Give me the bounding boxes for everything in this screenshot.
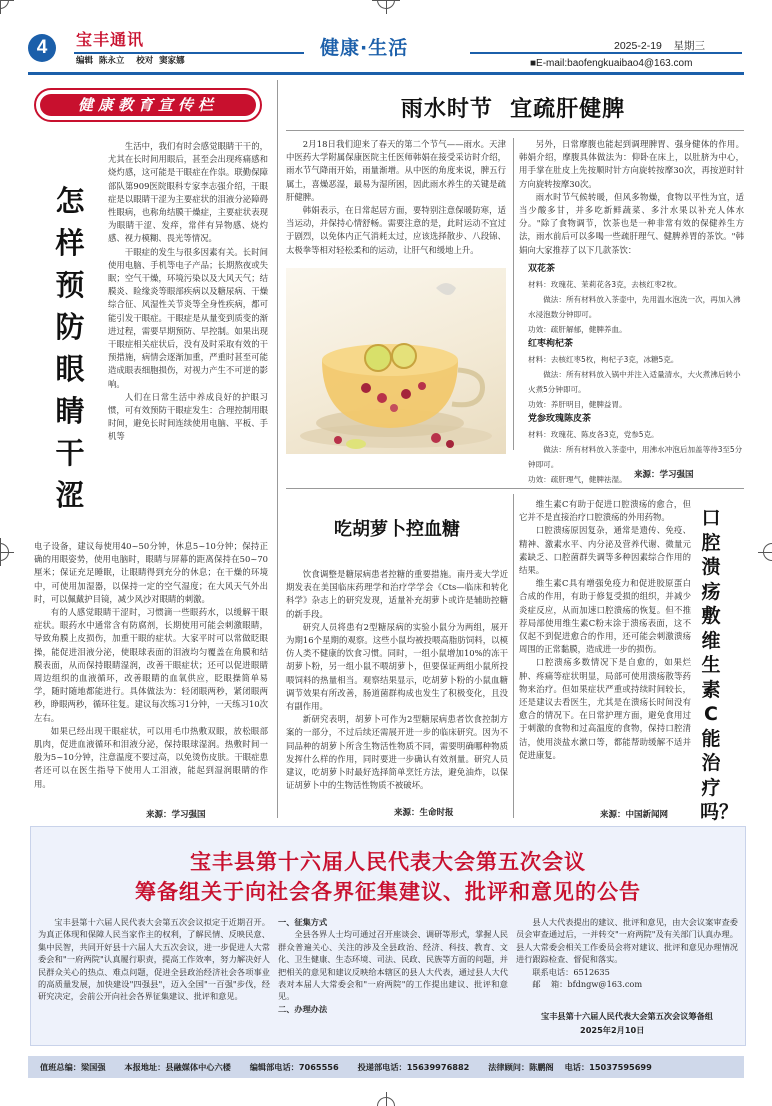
recipe-line: 功效：疏肝解郁，健脾养血。 [528,325,627,334]
notice-heading: 一、征集方式 [278,917,328,927]
oral-headline: 口腔溃疡敷维生素C能治疗吗？ [700,507,739,823]
paragraph: 县人大代表提出的建议、批评和意见，由大会议案审查委员会审查通过后，一并转交"一府两院"及有关部门认真办理。县人大常委会相关工作委员会将对建议、批评和意见办理情况进行跟踪检查、督促和落实。 [516,917,738,965]
recipe-line: 材料：去核红枣5枚，枸杞子3克，冰糖5克。 [528,355,679,364]
crop-mark-top [377,0,395,9]
column-divider [513,494,514,818]
contact-phone: 联系电话：6512635 [532,966,610,977]
footer-info [40,1059,740,1075]
crop-mark-mid-left [0,543,9,561]
column-divider [513,138,514,450]
paper-name: 宝丰通讯 [76,30,145,49]
footer-legal-phone: 电话：15037595699 [564,1062,652,1072]
paragraph: 口腔溃疡原因复杂，通常是遗传、免疫、精神、激素水平、内分泌及营养代谢、微量元素缺乏、口腔菌群失调等多种因素综合作用的结果。 [519,525,691,576]
banner-text: 健康教育宣传栏 [77,96,218,114]
recipe-line: 做法：所有材料放入茶壶中，用沸水冲泡后加盖等待3至5分钟即可。 [528,445,743,469]
crop-mark-top-left [0,0,9,9]
carrot-body [286,568,508,792]
header-rule-right [470,52,742,54]
spring-headline: 雨水时节 宜疏肝健脾 [400,97,626,122]
section-title: 健康·生活 [320,37,409,59]
spring-source: 来源：学习强国 [634,469,694,479]
paragraph: 如果已经出现干眼症状，可以用毛巾热敷双眼，放松眼部肌肉，促进血液循环和泪液分泌，保持眼球湿润。热敷时间一般为5~10分钟，注意温度不要过高，以免烫伤皮肤。干眼症患者还可以在医生指导下使用人工泪液，能起到湿润眼睛的作用。 [34,725,268,789]
notice-title-line2: 筹备组关于向社会各界征集建议、批评和意见的公告 [135,880,641,904]
paragraph: 2月18日我们迎来了春天的第二个节气——雨水。天津中医药大学附属保康医院主任医师韩娟在接受采访时介绍，雨水节气降雨开始，雨量渐增。从中医的角度来说，脾五行属土，喜燥恶湿，最易为湿所困，因此雨水养生的关键是疏肝健脾。 [286,139,506,202]
recipe-line: 做法：所有材料放入锅中并注入适量清水，大火煮沸后转小火煮5分钟即可。 [528,370,741,394]
footer-delivery-phone: 投递部电话：15639976882 [357,1062,470,1072]
paragraph: 饮食调整是糖尿病患者控糖的重要措施。南丹麦大学近期发表在美国临床药理学和治疗学学会《Cts—临床和转化科学》杂志上的研究发现，适量补充胡萝卜或许是辅助控糖的新手段。 [286,569,508,619]
paragraph: 研究人员将患有2型糖尿病的实验小鼠分为两组，展开为期16个星期的观察。这些小鼠均被投喂高脂肪饲料，以模仿人类不健康的饮食习惯。同时，一组小鼠增加10%的冻干胡萝卜粉，另一组小鼠不喂胡萝卜，但要保证两组小鼠所投喂饲料的热量相当。观察结果显示，吃胡萝卜粉的小鼠血糖调节效果有所改善，肠道菌群构成也发生了积极变化，且没有副作用。 [286,621,508,712]
recipe-line: 做法：所有材料放入茶壶中，先用温水泡洗一次，再加入沸水浸泡数分钟即可。 [528,295,741,319]
eye-body-wide [34,540,268,791]
paragraph: 人们在日常生活中养成良好的护眼习惯，可有效预防干眼症发生：合理控制用眼时间，避免长时间连续使用电脑、平板、手机等 [108,391,268,442]
notice-col2 [278,916,508,1015]
paragraph: 另外，日常摩腹也能起到调理脾胃、强身健体的作用。韩娟介绍，摩腹具体做法为：仰卧在床上，以肚脐为中心，用手掌在肚皮上先按顺时针方向旋转按摩30次，再按逆时针方向旋转按摩30次。 [519,139,744,189]
tea-cup-photo [286,268,506,454]
header-rule-left [74,52,304,54]
recipe-title: 党参玫瑰陈皮茶 [528,414,592,424]
notice-signature: 宝丰县第十六届人民代表大会第五次会议筹备组 [541,1011,713,1021]
recipe-title: 双花茶 [528,264,556,274]
footer-duty-editor: 值班总编：梁国强 [40,1062,106,1072]
spring-body-right [519,138,744,257]
crop-mark-mid-right [763,543,772,561]
carrot-source: 来源：生命时报 [394,807,454,817]
editor-credits: 编辑 陈永立 校对 窦家娜 [76,56,185,66]
recipe-line: 功效：养肝明目，健脾益胃。 [528,400,627,409]
carrot-headline: 吃胡萝卜控血糖 [334,519,460,540]
paragraph: 全县各界人士均可通过召开座谈会、调研等形式，掌握人民群众普遍关心、关注的涉及全县政治、经济、科技、教育、文化、卫生健康、生态环境、司法、民政、民族等方面的问题，并把相关的意见和建议反映给本辖区的县人大代表，通过县人大代表对本届人大常委会和"一府两院"的工作提出建议、批评和意见。 [278,929,508,1002]
notice-col3 [516,916,738,990]
contact-email: 邮 箱：bfdngw@163.com [532,979,643,990]
paragraph: 维生素C具有增强免疫力和促进胶原蛋白合成的作用，有助于修复受损的组织，并减少炎症反应，从而加速口腔溃疡的恢复。但不推荐局部使用维生素C粉末涂于溃疡表面，这不仅起不到促进愈合的作用，还可能会刺激溃疡周围的正常黏膜，造成进一步的损伤。 [519,578,691,655]
tea-recipes [528,262,744,487]
page-number: 4 [36,37,48,58]
oral-source: 来源：中国新闻网 [600,809,669,819]
paragraph: 韩娟表示，在日常起居方面，要特别注意保暖防寒，适当运动，并保持心情舒畅。需要注意的是，此时运动不宜过于剧烈，以免体内正气消耗太过，应该选择散步、八段锦、太极拳等相对轻松柔和的运动，让肝气和缓地上升。 [286,205,506,255]
paragraph: 电子设备，建议每使用40~50分钟，休息5~10分钟；保持正确的用眼姿势，使用电脑时，眼睛与屏幕的距离保持在50~70厘米；保证充足睡眠，让眼睛得到充分的休息；在干燥的环境中，可使用加湿器，以保持一定的空气湿度；在大风天气外出时，可以佩戴护目镜，减少风沙对眼睛的刺激。 [34,541,268,604]
footer-legal: 法律顾问：陈鹏阁 [488,1062,554,1072]
paragraph: 维生素C有助于促进口腔溃疡的愈合，但它并不是直接治疗口腔溃疡的外用药物。 [519,499,691,523]
notice-heading: 二、办理办法 [278,1003,328,1014]
header-bottom-rule [28,72,744,75]
notice-col1 [38,916,270,1003]
oral-body [519,498,691,762]
section-rule [286,488,744,489]
spring-body-left [286,138,506,257]
eye-headline: 怎样预防眼睛干涩 [55,184,85,512]
eye-source: 来源：学习强国 [146,809,206,819]
recipe-line: 功效：疏肝理气，健脾祛湿。 [528,475,627,484]
paragraph: 有的人感觉眼睛干涩时，习惯滴一些眼药水，以缓解干眼症状。眼药水中通常含有防腐剂，长期使用可能会刺激眼睛，导致角膜上皮损伤，加重干眼的症状。大家平时可以常做眨眼操，能促进泪液分泌，使眼球表面的泪液均匀覆盖在角膜和结膜表面，从而保持眼睛湿润，改善干眼症状；还可以促进眼睛周边组织的血液循环，改善眼睛的血氧供应，眨眼操简单易学，随时随地都能进行。具体做法为：轻闭眼两秒，紧闭眼两秒，睁眼两秒，循环往复。建议每次练习1分钟，一天练习10次左右。 [34,607,268,723]
paragraph: 口腔溃疡多数情况下是自愈的，如果烂肿、疼痛等症状明显，局部可使用溃疡散等药物来治疗。但如果症状严重或持续时间较长，还是建议去看医生，尤其是在溃疡长时间没有愈合的情况下。在日常护理方面，避免食用过于刺激的食物和过高温度的食物，保持口腔清洁，使用淡盐水漱口等，都能帮助缓解不适并促进康复。 [519,657,691,760]
crop-mark-bottom [377,1097,395,1106]
recipe-line: 材料：玫瑰花、陈皮各3克，党参5克。 [528,430,659,439]
footer-edit-phone: 编辑部电话：7065556 [249,1062,339,1072]
paragraph: 干眼症的发生与很多因素有关。长时间使用电脑、手机等电子产品；长期熬夜或失眠；空气干燥，环境污染以及大风天气；结膜炎、睑缘炎等眼部疾病以及糖尿病、干燥综合征、风湿性关节炎等全身性疾病，都可能引发干眼症。干眼症是从量变到质变的渐进过程，需要早期预防、早控制。如果出现干眼症相关症状后，没有及时采取有效的干预措施，病情会逐渐加重，严重时甚至可能造成眼表细胞损伤，对视力产生不可逆的影响。 [108,246,268,389]
paragraph: 生活中，我们有时会感觉眼睛干干的，尤其在长时间用眼后，甚至会出现疼痛感和烧灼感，这可能是干眼症在作祟。联勤保障部队第909医院眼科专家李志强介绍，干眼症是以眼睛干涩为主要症状的泪液分泌障碍性眼病，也称角结膜干燥症，主要症状表现为眼睛干涩、发痒，常伴有异物感、烧灼感、视力模糊、畏光等情况。 [108,141,268,244]
paragraph: 宝丰县第十六届人民代表大会第五次会议拟定于近期召开。为真正体现和保障人民当家作主的权利，了解民情、反映民意、集中民智，共同开好县十六届人大五次会议，进一步促进人大常委会和"一府两院"认真履行职责，提高工作效率，努力解决好人民群众关心的热点、难点问题，促进全县政治经济社会各项事业的高质量发展，加快建设"四强县"，迈入全国"一百强"步伐，经研究决定，会前公开向社会各界征集建议、批评和意见。 [38,917,270,1002]
paragraph: 雨水时节气候转暖，但风多物燥，食物以平性为宜，适当少酸多甘，并多吃新鲜蔬菜、多汁水果以补充人体水分。"除了食物调节，饮茶也是一种非常有效的保健养生方法，雨水前后可以多喝一些疏肝理气、健脾养胃的茶饮。"韩娟向大家推荐了以下几款茶饮： [519,191,744,255]
headline-rule [286,130,744,131]
contact-email: ■E-mail:baofengkuaibao4@163.com [530,58,693,69]
health-education-banner [34,88,262,122]
recipe-title: 红枣枸杞茶 [528,339,574,349]
notice-title-line1: 宝丰县第十六届人民代表大会第五次会议 [190,850,586,874]
notice-date: 2025年2月10日 [580,1025,645,1035]
issue-date: 2025-2-19 星期三 [614,40,706,52]
paragraph: 新研究表明，胡萝卜可作为2型糖尿病患者饮食控制方案的一部分，不过后续还需展开进一步的临床研究。因为不同品种的胡萝卜所含生物活性物质不同，需要明确哪种物质发挥什么样的作用，同时要进一步确认有效剂量。研究人员建议，吃胡萝卜时最好选择简单烹饪方法，避免油炸，以保证胡萝卜中的生物活性物质不被破坏。 [286,714,508,791]
tea-illustration [286,268,506,454]
eye-body-narrow [108,140,268,444]
column-divider [277,80,278,818]
footer-address: 本报地址：县融媒体中心六楼 [124,1062,231,1072]
recipe-line: 材料：玫瑰花、茉莉花各3克，去核红枣2枚。 [528,280,682,289]
